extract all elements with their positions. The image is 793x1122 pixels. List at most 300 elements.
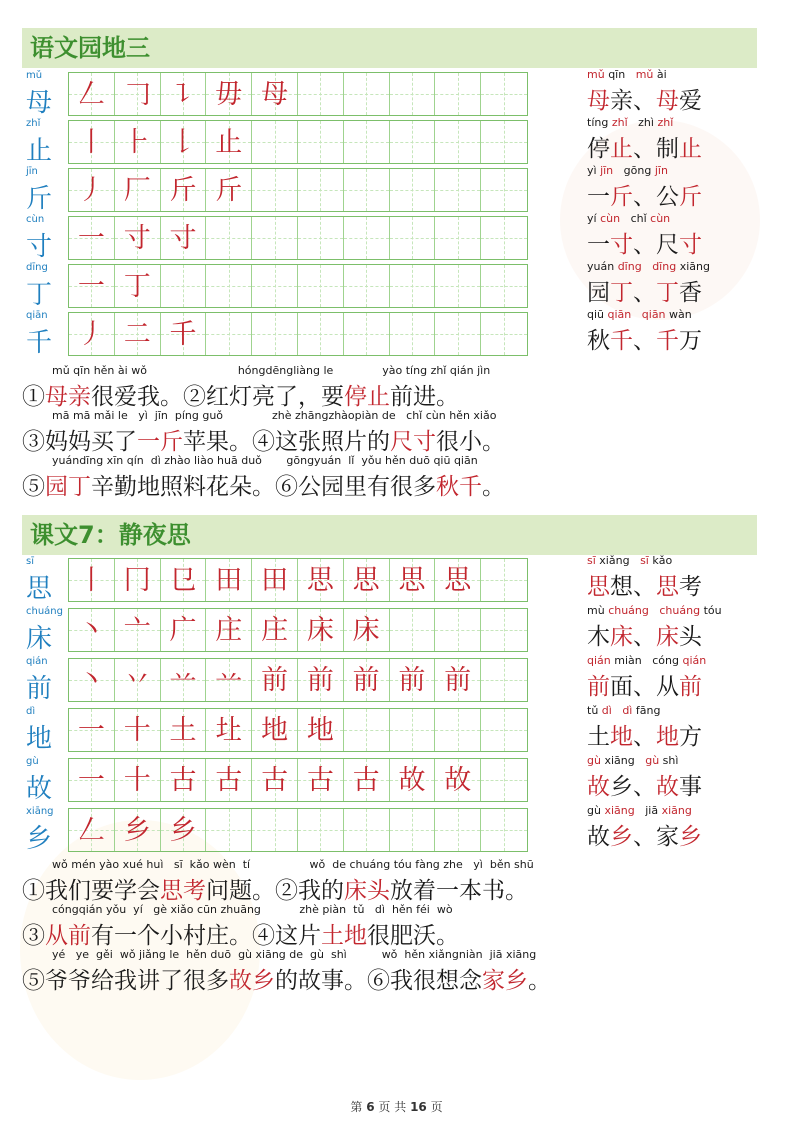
stroke-step: 冂	[123, 565, 151, 596]
highlighted-word: 园丁	[45, 474, 91, 500]
stroke-step: 母	[261, 79, 289, 110]
grid-cell	[161, 73, 207, 115]
grid-cell	[481, 809, 527, 851]
grid-cell	[390, 265, 436, 307]
grid-cell	[435, 73, 481, 115]
grid-cell	[115, 169, 161, 211]
grid-cell	[481, 73, 527, 115]
word-pinyin-syllable: miàn	[614, 654, 642, 667]
word-pinyin-syllable: kǎo	[652, 554, 673, 567]
vocabulary-characters	[587, 818, 787, 851]
word-character: 一	[587, 232, 610, 258]
grid-cell	[435, 121, 481, 163]
stroke-step: 前	[306, 665, 334, 696]
grid-cell	[206, 121, 252, 163]
example-sentence	[22, 858, 762, 905]
stroke-step: 前	[261, 665, 289, 696]
grid-cell	[161, 709, 207, 751]
grid-cell	[481, 217, 527, 259]
character-pinyin: sī	[26, 556, 34, 567]
word-pinyin-syllable: sī	[640, 554, 653, 567]
word-character: 思	[656, 574, 679, 600]
word-pinyin-syllable: tíng	[587, 116, 612, 129]
highlighted-word: 秋千	[436, 474, 482, 500]
word-pinyin-syllable: xiāng	[679, 260, 710, 273]
target-character: 前	[26, 674, 53, 704]
stroke-step: 古	[306, 765, 334, 796]
grid-cell	[298, 265, 344, 307]
grid-cell	[69, 659, 115, 701]
highlighted-word: 母亲	[45, 384, 91, 410]
grid-cell	[69, 809, 115, 851]
target-character: 地	[26, 724, 53, 754]
stroke-order-grid	[68, 312, 528, 356]
vocabulary-pinyin	[587, 164, 787, 178]
grid-cell	[344, 313, 390, 355]
grid-cell	[390, 559, 436, 601]
grid-cell	[435, 217, 481, 259]
grid-cell	[206, 265, 252, 307]
stroke-step: 寸	[169, 223, 197, 254]
sentence-fragment: 辛勤地照料花朵。⑥公园里有很多	[91, 474, 436, 500]
word-pinyin-syllable: sī	[587, 554, 600, 567]
stroke-step: 丷	[123, 665, 151, 696]
grid-cell	[69, 609, 115, 651]
grid-cell	[252, 809, 298, 851]
grid-cell	[344, 73, 390, 115]
word-character: 止	[679, 136, 702, 162]
word-character: 乡	[679, 824, 702, 850]
word-character: 木	[587, 624, 610, 650]
word-pinyin-syllable: yì	[587, 164, 601, 177]
grid-cell	[161, 759, 207, 801]
sentence-fragment: ⑤爷爷给我讲了很多	[22, 968, 229, 994]
vocabulary-characters	[587, 768, 787, 801]
stroke-step: 古	[352, 765, 380, 796]
stroke-step: 毋	[215, 79, 243, 110]
word-pinyin-syllable: qiān	[641, 308, 670, 321]
grid-cell	[435, 809, 481, 851]
word-pinyin-syllable: jīn	[654, 164, 668, 177]
stroke-step: 圵	[215, 715, 243, 746]
word-character: 土	[587, 724, 610, 750]
stroke-step: 广	[169, 615, 197, 646]
word-character: 斤	[679, 184, 702, 210]
grid-cell	[206, 313, 252, 355]
word-character: 母	[656, 88, 679, 114]
sentence-text	[22, 423, 762, 456]
word-pinyin-syllable: mǔ	[587, 68, 609, 81]
highlighted-word: 土地	[321, 923, 367, 949]
word-character: 千	[610, 328, 633, 354]
word-pinyin-syllable: chuáng	[659, 604, 704, 617]
stroke-step: 丁	[123, 271, 151, 302]
section-title: 语文园地三	[22, 28, 757, 68]
word-character: 家	[656, 824, 679, 850]
grid-cell	[161, 217, 207, 259]
grid-cell	[344, 265, 390, 307]
word-character: 地	[656, 724, 679, 750]
grid-cell	[115, 609, 161, 651]
vocabulary-words	[587, 554, 787, 601]
grid-cell	[481, 121, 527, 163]
sentence-text	[22, 468, 762, 501]
grid-cell	[435, 169, 481, 211]
stroke-order-grid	[68, 608, 528, 652]
vocabulary-pinyin	[587, 554, 787, 568]
word-pinyin-syllable: qiān	[607, 308, 632, 321]
word-separator: 、	[633, 88, 656, 114]
vocabulary-words	[587, 212, 787, 259]
word-pinyin-syllable: jīn	[600, 164, 614, 177]
sentence-text	[22, 917, 762, 950]
word-pinyin-syllable: jiā	[645, 804, 662, 817]
word-character: 前	[587, 674, 610, 700]
word-pinyin-syllable: yuán	[587, 260, 618, 273]
grid-cell	[115, 265, 161, 307]
grid-cell	[161, 809, 207, 851]
stroke-step: 止	[215, 127, 243, 158]
highlighted-word: 从前	[45, 923, 91, 949]
grid-cell	[435, 609, 481, 651]
vocabulary-characters	[587, 82, 787, 115]
target-character: 斤	[26, 184, 53, 214]
stroke-step: ⺊	[123, 127, 151, 158]
word-pinyin-syllable: xiāng	[661, 804, 692, 817]
stroke-step: 古	[169, 765, 197, 796]
stroke-step: 丨	[77, 127, 105, 158]
sentence-fragment: 很肥沃。	[367, 923, 459, 949]
grid-cell	[252, 759, 298, 801]
sentence-fragment: ③妈妈买了	[22, 429, 137, 455]
word-character: 乡	[610, 824, 633, 850]
word-pinyin-syllable: zhǐ	[657, 116, 674, 129]
word-separator: 、	[633, 824, 656, 850]
grid-cell	[298, 759, 344, 801]
grid-cell	[298, 659, 344, 701]
vocabulary-words	[587, 164, 787, 211]
stroke-step: 寸	[123, 223, 151, 254]
word-pinyin-syllable: chuáng	[608, 604, 649, 617]
grid-cell	[298, 313, 344, 355]
sentence-fragment: 苹果。④这张照片的	[183, 429, 390, 455]
grid-cell	[344, 121, 390, 163]
grid-cell	[69, 265, 115, 307]
word-pinyin-syllable: shì	[662, 754, 679, 767]
vocabulary-words	[587, 654, 787, 701]
vocabulary-words	[587, 604, 787, 651]
stroke-step: 前	[444, 665, 472, 696]
grid-cell	[390, 73, 436, 115]
stroke-step: 地	[306, 715, 334, 746]
highlighted-word: 尺寸	[390, 429, 436, 455]
stroke-step: 思	[352, 565, 380, 596]
word-separator: 、	[633, 328, 656, 354]
sentence-fragment: ⑤	[22, 474, 45, 500]
word-pinyin-syllable: qiū	[587, 308, 608, 321]
stroke-step: 二	[123, 319, 151, 350]
stroke-step: 㔾	[169, 565, 197, 596]
word-character: 停	[587, 136, 610, 162]
stroke-step: 斤	[169, 175, 197, 206]
stroke-step: 故	[444, 765, 472, 796]
sentence-fragment: ①我们要学会	[22, 878, 160, 904]
stroke-order-grid	[68, 758, 528, 802]
stroke-step: 乡	[123, 815, 151, 846]
grid-cell	[344, 559, 390, 601]
grid-cell	[435, 313, 481, 355]
word-pinyin-syllable: gù	[645, 754, 663, 767]
highlighted-word: 一斤	[137, 429, 183, 455]
stroke-step: 土	[169, 715, 197, 746]
grid-cell	[435, 709, 481, 751]
character-pinyin: jīn	[26, 166, 38, 177]
word-pinyin-syllable: qián	[587, 654, 615, 667]
character-row	[22, 754, 762, 804]
vocabulary-pinyin	[587, 604, 787, 618]
grid-cell	[161, 265, 207, 307]
sentence-fragment: 很爱我。②红灯亮了，要	[91, 384, 344, 410]
sentence-fragment: 。	[528, 968, 551, 994]
word-pinyin-syllable: tǔ	[587, 704, 602, 717]
target-character: 思	[26, 574, 53, 604]
sentence-fragment: ①	[22, 384, 45, 410]
sentence-text	[22, 378, 762, 411]
vocabulary-pinyin	[587, 260, 787, 274]
word-character: 丁	[656, 280, 679, 306]
word-pinyin-syllable: mù	[587, 604, 609, 617]
vocabulary-characters	[587, 226, 787, 259]
stroke-step: ㇊	[169, 79, 197, 110]
word-character: 方	[679, 724, 702, 750]
stroke-step: 亠	[123, 615, 151, 646]
word-pinyin-syllable: gù	[587, 754, 605, 767]
grid-cell	[344, 217, 390, 259]
grid-cell	[344, 809, 390, 851]
character-pinyin: zhǐ	[26, 118, 41, 129]
grid-cell	[115, 559, 161, 601]
vocabulary-characters	[587, 130, 787, 163]
grid-cell	[161, 609, 207, 651]
grid-cell	[481, 559, 527, 601]
word-separator: 、	[633, 232, 656, 258]
grid-cell	[435, 659, 481, 701]
vocabulary-pinyin	[587, 804, 787, 818]
word-pinyin-syllable: tóu	[703, 604, 722, 617]
stroke-step: 丶	[77, 615, 105, 646]
grid-cell	[252, 659, 298, 701]
grid-cell	[115, 709, 161, 751]
grid-cell	[390, 313, 436, 355]
grid-cell	[435, 265, 481, 307]
grid-cell	[115, 313, 161, 355]
example-sentence	[22, 948, 762, 995]
grid-cell	[390, 659, 436, 701]
stroke-step: 庄	[261, 615, 289, 646]
stroke-step: 思	[398, 565, 426, 596]
stroke-step: 丿	[77, 175, 105, 206]
stroke-step: 思	[444, 565, 472, 596]
target-character: 乡	[26, 824, 53, 854]
word-separator: 、	[633, 774, 656, 800]
word-character: 从	[656, 674, 679, 700]
grid-cell	[206, 73, 252, 115]
word-character: 制	[656, 136, 679, 162]
stroke-step: 一	[77, 271, 105, 302]
sentence-pinyin: mǔ qīn hěn ài wǒ hóngdēngliàng le yào tíng zhǐ qián jìn	[52, 364, 491, 377]
vocabulary-words	[587, 116, 787, 163]
character-pinyin: xiāng	[26, 806, 54, 817]
page-footer	[0, 1098, 793, 1115]
word-pinyin-syllable: cùn	[650, 212, 671, 225]
word-pinyin-syllable: wàn	[669, 308, 692, 321]
stroke-step: 一	[77, 715, 105, 746]
grid-cell	[344, 169, 390, 211]
word-character: 面	[610, 674, 633, 700]
stroke-order-grid	[68, 808, 528, 852]
grid-cell	[344, 759, 390, 801]
stroke-step: 千	[169, 319, 197, 350]
highlighted-word: 思考	[160, 878, 206, 904]
grid-cell	[481, 169, 527, 211]
word-separator: 、	[633, 724, 656, 750]
target-character: 床	[26, 624, 53, 654]
grid-cell	[252, 73, 298, 115]
vocabulary-words	[587, 68, 787, 115]
word-pinyin-syllable: xiāng	[604, 804, 635, 817]
section-title: 课文7：静夜思	[22, 515, 757, 555]
word-separator: 、	[633, 184, 656, 210]
word-character: 事	[679, 774, 702, 800]
grid-cell	[435, 559, 481, 601]
grid-cell	[390, 809, 436, 851]
word-character: 故	[587, 774, 610, 800]
word-character: 故	[587, 824, 610, 850]
word-pinyin-syllable: zhì	[638, 116, 658, 129]
grid-cell	[206, 709, 252, 751]
sentence-pinyin: cóngqián yǒu yí gè xiǎo cūn zhuāng zhè piàn tǔ dì hěn féi wò	[52, 903, 453, 916]
sentence-fragment: 很小。	[436, 429, 505, 455]
vocabulary-pinyin	[587, 704, 787, 718]
grid-cell	[390, 217, 436, 259]
word-separator: 、	[633, 136, 656, 162]
stroke-step: 田	[215, 565, 243, 596]
grid-cell	[252, 313, 298, 355]
grid-cell	[481, 659, 527, 701]
stroke-step: 古	[261, 765, 289, 796]
grid-cell	[69, 559, 115, 601]
target-character: 母	[26, 88, 53, 118]
vocabulary-words	[587, 754, 787, 801]
sentence-text	[22, 872, 762, 905]
stroke-step: 十	[123, 715, 151, 746]
example-sentence	[22, 903, 762, 950]
character-pinyin: qiān	[26, 310, 48, 321]
highlighted-word: 床头	[344, 878, 390, 904]
target-character: 寸	[26, 232, 53, 262]
stroke-step: 思	[306, 565, 334, 596]
grid-cell	[344, 609, 390, 651]
word-separator: 、	[633, 280, 656, 306]
footer-prefix: 第	[350, 1100, 363, 1114]
word-character: 乡	[610, 774, 633, 800]
word-pinyin-syllable: xiāng	[604, 754, 635, 767]
grid-cell	[390, 169, 436, 211]
word-character: 千	[656, 328, 679, 354]
stroke-step: 𠄌	[169, 127, 197, 158]
character-pinyin: dì	[26, 706, 36, 717]
word-character: 斤	[610, 184, 633, 210]
character-row	[22, 604, 762, 654]
grid-cell	[481, 609, 527, 651]
word-character: 止	[610, 136, 633, 162]
stroke-step: 一	[77, 765, 105, 796]
vocabulary-pinyin	[587, 754, 787, 768]
word-character: 前	[679, 674, 702, 700]
footer-mid: 页 共	[378, 1100, 407, 1114]
word-character: 公	[656, 184, 679, 210]
grid-cell	[252, 265, 298, 307]
word-separator: 、	[633, 624, 656, 650]
word-character: 园	[587, 280, 610, 306]
stroke-order-grid	[68, 264, 528, 308]
character-row	[22, 554, 762, 604]
grid-cell	[206, 169, 252, 211]
grid-cell	[344, 709, 390, 751]
word-character: 故	[656, 774, 679, 800]
grid-cell	[161, 169, 207, 211]
example-sentence	[22, 409, 762, 456]
grid-cell	[390, 121, 436, 163]
word-character: 亲	[610, 88, 633, 114]
word-pinyin-syllable: xiǎng	[599, 554, 630, 567]
word-character: 秋	[587, 328, 610, 354]
character-row	[22, 704, 762, 754]
highlighted-word: 家乡	[482, 968, 528, 994]
word-character: 香	[679, 280, 702, 306]
word-character: 爱	[679, 88, 702, 114]
sentence-text	[22, 962, 762, 995]
stroke-step: 𠃌	[123, 79, 151, 110]
word-pinyin-syllable: ài	[656, 68, 667, 81]
stroke-order-grid	[68, 558, 528, 602]
stroke-order-grid	[68, 72, 528, 116]
stroke-step: 斤	[215, 175, 243, 206]
stroke-step: 厂	[123, 175, 151, 206]
grid-cell	[298, 121, 344, 163]
character-row	[22, 212, 762, 262]
stroke-step: 䒑	[215, 665, 243, 696]
sentence-fragment: 的故事。⑥我很想念	[275, 968, 482, 994]
word-character: 考	[679, 574, 702, 600]
word-character: 母	[587, 88, 610, 114]
stroke-step: 床	[306, 615, 334, 646]
grid-cell	[390, 709, 436, 751]
vocabulary-words	[587, 704, 787, 751]
grid-cell	[69, 759, 115, 801]
grid-cell	[435, 759, 481, 801]
grid-cell	[206, 809, 252, 851]
character-row	[22, 68, 762, 118]
sentence-pinyin: yuándīng xīn qín dì zhào liào huā duǒ gōngyuán lǐ yǒu hěn duō qiū qiān	[52, 454, 478, 467]
sentence-fragment: 问题。②我的	[206, 878, 344, 904]
grid-cell	[390, 759, 436, 801]
grid-cell	[481, 265, 527, 307]
word-character: 思	[587, 574, 610, 600]
stroke-step: 丶	[77, 665, 105, 696]
word-pinyin-syllable: chǐ	[630, 212, 651, 225]
grid-cell	[481, 709, 527, 751]
